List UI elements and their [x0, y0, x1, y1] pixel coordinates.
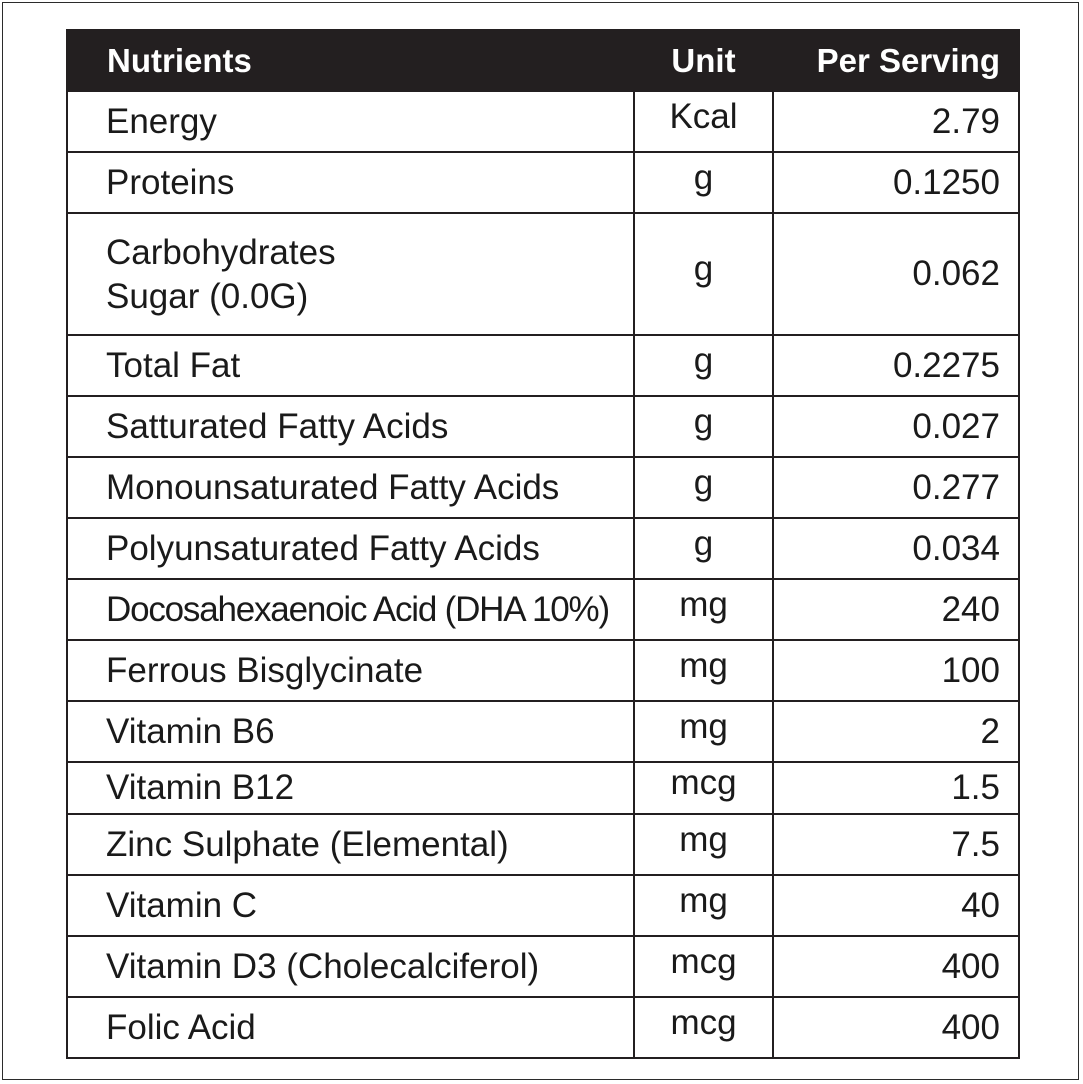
nutrient-value: 100 — [773, 640, 1019, 701]
nutrient-unit: g — [634, 335, 773, 396]
table-row — [67, 396, 1019, 457]
nutrient-name: Zinc Sulphate (Elemental) — [67, 814, 634, 875]
nutrient-unit: mcg — [634, 762, 773, 814]
nutrient-unit: mcg — [634, 936, 773, 997]
table-row — [67, 814, 1019, 875]
table-row — [67, 936, 1019, 997]
nutrient-value: 0.1250 — [773, 152, 1019, 213]
nutrient-value: 1.5 — [773, 762, 1019, 814]
nutrient-value: 400 — [773, 936, 1019, 997]
table-row — [67, 518, 1019, 579]
nutrient-name: Satturated Fatty Acids — [67, 396, 634, 457]
table-row — [67, 875, 1019, 936]
nutrient-name: Vitamin D3 (Cholecalciferol) — [67, 936, 634, 997]
nutrient-value: 7.5 — [773, 814, 1019, 875]
table-row — [67, 701, 1019, 762]
nutrient-name: Energy — [67, 91, 634, 152]
table-row — [67, 335, 1019, 396]
table-header-row — [67, 30, 1019, 91]
nutrient-unit: mg — [634, 814, 773, 875]
header-nutrients: Nutrients — [67, 30, 634, 91]
nutrient-unit: mg — [634, 875, 773, 936]
nutrient-unit: mg — [634, 579, 773, 640]
nutrient-unit: mg — [634, 640, 773, 701]
header-unit: Unit — [634, 30, 773, 91]
nutrient-name: Polyunsaturated Fatty Acids — [67, 518, 634, 579]
header-per-serving: Per Serving — [773, 30, 1019, 91]
nutrient-unit: g — [634, 152, 773, 213]
nutrient-unit: g — [634, 396, 773, 457]
nutrient-name-cell — [67, 213, 634, 335]
table-row — [67, 152, 1019, 213]
nutrient-unit: g — [634, 518, 773, 579]
nutrient-name: Proteins — [67, 152, 634, 213]
nutrient-unit: g — [634, 457, 773, 518]
table-row — [67, 579, 1019, 640]
nutrient-value: 0.2275 — [773, 335, 1019, 396]
table-row — [67, 640, 1019, 701]
nutrient-name: Vitamin C — [67, 875, 634, 936]
nutrient-value: 240 — [773, 579, 1019, 640]
nutrient-unit: g — [634, 213, 773, 335]
nutrient-unit: Kcal — [634, 91, 773, 152]
nutrient-name: Folic Acid — [67, 997, 634, 1058]
table-row — [67, 457, 1019, 518]
table-row — [67, 997, 1019, 1058]
nutrient-value: 0.062 — [773, 213, 1019, 335]
nutrient-value: 0.027 — [773, 396, 1019, 457]
nutrient-name: Carbohydrates — [106, 233, 336, 272]
nutrient-name: Ferrous Bisglycinate — [67, 640, 634, 701]
nutrient-name: Docosahexaenoic Acid (DHA 10%) — [67, 579, 634, 640]
nutrient-value: 0.034 — [773, 518, 1019, 579]
nutrient-name: Vitamin B12 — [67, 762, 634, 814]
nutrient-name: Total Fat — [67, 335, 634, 396]
nutrition-table — [66, 29, 1020, 1059]
nutrient-value: 400 — [773, 997, 1019, 1058]
nutrient-value: 2.79 — [773, 91, 1019, 152]
table-row — [67, 213, 1019, 335]
table-row — [67, 762, 1019, 814]
table-row — [67, 91, 1019, 152]
nutrient-name: Vitamin B6 — [67, 701, 634, 762]
nutrient-value: 2 — [773, 701, 1019, 762]
nutrient-subname: Sugar (0.0G) — [106, 277, 309, 316]
nutrient-unit: mcg — [634, 997, 773, 1058]
nutrient-value: 0.277 — [773, 457, 1019, 518]
nutrient-unit: mg — [634, 701, 773, 762]
nutrient-name: Monounsaturated Fatty Acids — [67, 457, 634, 518]
nutrient-value: 40 — [773, 875, 1019, 936]
